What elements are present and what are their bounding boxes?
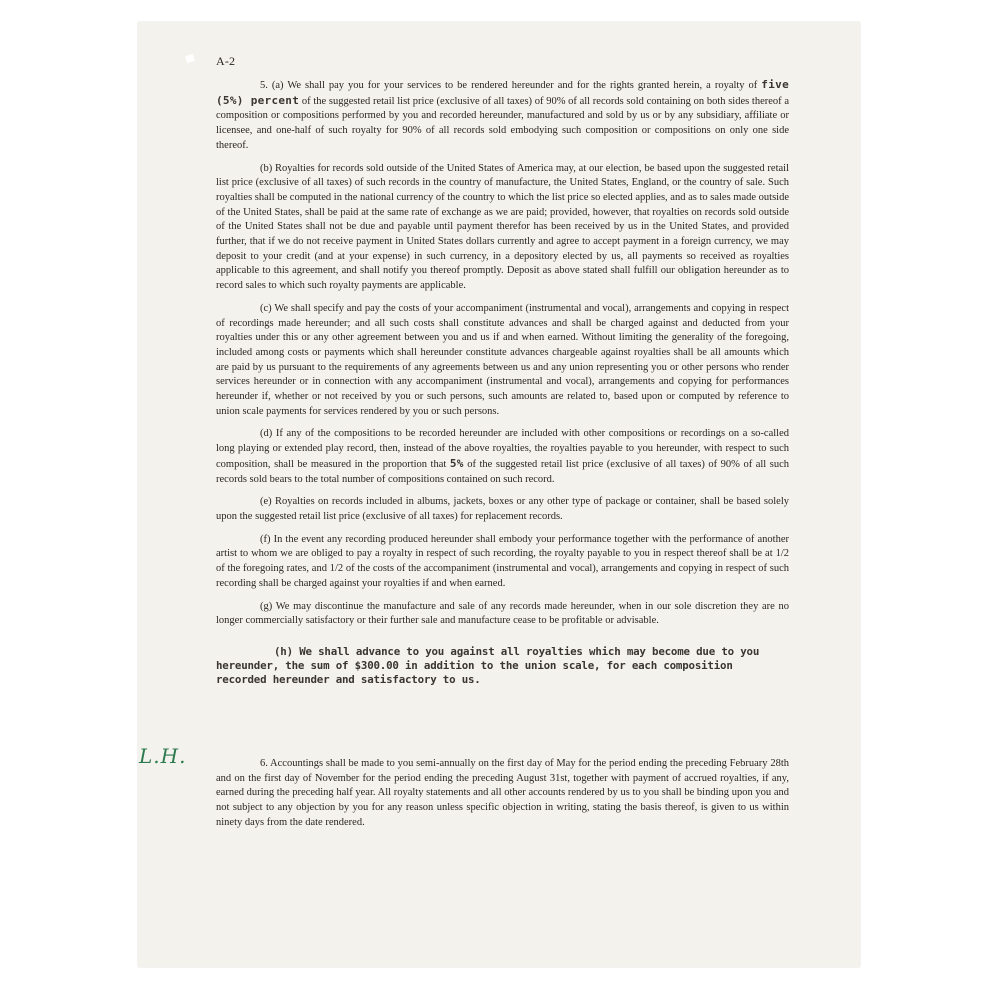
- clause-6: 6. Accountings shall be made to you semi-annually on the first day of May for the period ending the preceding February 28th and on the first day of November for the period ending the preceding August 31st, together with payment of accrued royalties, if any, earned during the preceding half year. All royalty statements and all other accounts rendered by us to you shall be binding upon you and not subject to any objection by you for any reason unless specific objection in writing, stating the basis thereof, is given to us within ninety days from the date rendered.: [216, 757, 789, 828]
- clause-5a-rest: of the suggested retail list price (exclusive of all taxes) of 90% of all records sold containing on both sides thereof a composition or compositions performed by you and recorded hereunder, manufactured and sold by us or by any subsidiary, affiliate or licensee, and one-half of such royalty for 90% of all records sold embodying such composition or compositions on only one side thereof.: [216, 95, 790, 151]
- clause-5d: [216, 427, 789, 487]
- clause-5h-typed: (h) We shall advance to you against all royalties which may become due to you hereunder, the sum of $300.00 in addition to the union scale, for each composition recorded hereunder and satisfactory to us.: [216, 644, 760, 686]
- page-number: A-2: [216, 54, 236, 68]
- clause-5a: [216, 78, 789, 154]
- clause-5a-lead: 5. (a) We shall pay you for your services to be rendered hereunder and for the rights granted herein, a royalty of: [260, 80, 758, 91]
- clause-5d-lead: (d) If any of the compositions to be recorded hereunder are included with other compositions or recordings on a so-called long playing or extended play record, then, instead of the above royalties, the royalties payable to you hereunder, with respect to such composition, shall be measured in the proportion that: [216, 428, 789, 470]
- handwritten-initials: L.H.: [139, 744, 187, 768]
- paper-punch-mark: [185, 54, 195, 63]
- clause-5c: (c) We shall specify and pay the costs of your accompaniment (instrumental and vocal), arrangements and copying in respect of recordings made hereunder; and all such costs shall constitute advances and shall be charged against and deducted from your royalties under this or any other agreement between you and us if and when earned. Without limiting the generality of the foregoing, included among costs or payments which shall hereunder constitute advances chargeable against royalties shall be all amounts which are paid by us pursuant to the requirements of any agreements between us and any union representing you or other persons who render services hereunder or in connection with any accompaniment (instrumental and vocal), arrangements and copying for performances hereunder if, whether or not received by you or such persons, such amounts are related to, based upon or computed by reference to union scale payments for services rendered by you or such persons.: [216, 302, 789, 417]
- clause-5d-rest: of the suggested retail list price (exclusive of all taxes) of 90% of all such records sold bears to the total number of compositions contained on such record.: [216, 458, 789, 485]
- contract-body: [216, 78, 789, 838]
- clause-5b: (b) Royalties for records sold outside of the United States of America may, at our election, be based upon the suggested retail list price (exclusive of all taxes) of such records in the country of manufacture, the United States, England, or the country of sale. Such royalties shall be computed in the national currency of the country to which the list price so elected applies, and as to sales made outside of the United States, shall be paid at the same rate of exchange as we are paid; provided, however, that royalties on records sold outside of the United States shall not be due and payable until payment therefor has been received by us in the United States, and provided further, that if we do not receive payment in United States dollars currently and agree to accept payment in a foreign currency, we may deposit to your credit (and at your expense) in such currency, in a depository elected by us, all payments so received as royalties applicable to this agreement, and shall notify you thereof promptly. Deposit as above stated shall fulfill our obligation hereunder as to record sales to which such royalty payments are applicable.: [216, 162, 789, 292]
- clause-5e: (e) Royalties on records included in albums, jackets, boxes or any other type of package or container, shall be based solely upon the suggested retail list price (exclusive of all taxes) for replacement records.: [216, 496, 789, 522]
- clause-5g: (g) We may discontinue the manufacture and sale of any records made hereunder, when in our sole discretion they are no longer commercially satisfactory or their further sale and manufacture cease to be profitable or advisable.: [216, 600, 789, 627]
- proportion-typed: 5%: [449, 456, 464, 470]
- royalty-rate-typed: five (5%) percent: [216, 78, 789, 107]
- contract-page: [138, 22, 860, 967]
- clause-5f: (f) In the event any recording produced hereunder shall embody your performance together with the performance of another artist to whom we are obliged to pay a royalty in respect of such recording, the royalty payable to you in respect thereof shall be at 1/2 of the foregoing rates, and 1/2 of the costs of the accompaniment (instrumental and vocal), arrangements and copying in respect of such recording shall be charged against your royalties if and when earned.: [216, 533, 789, 589]
